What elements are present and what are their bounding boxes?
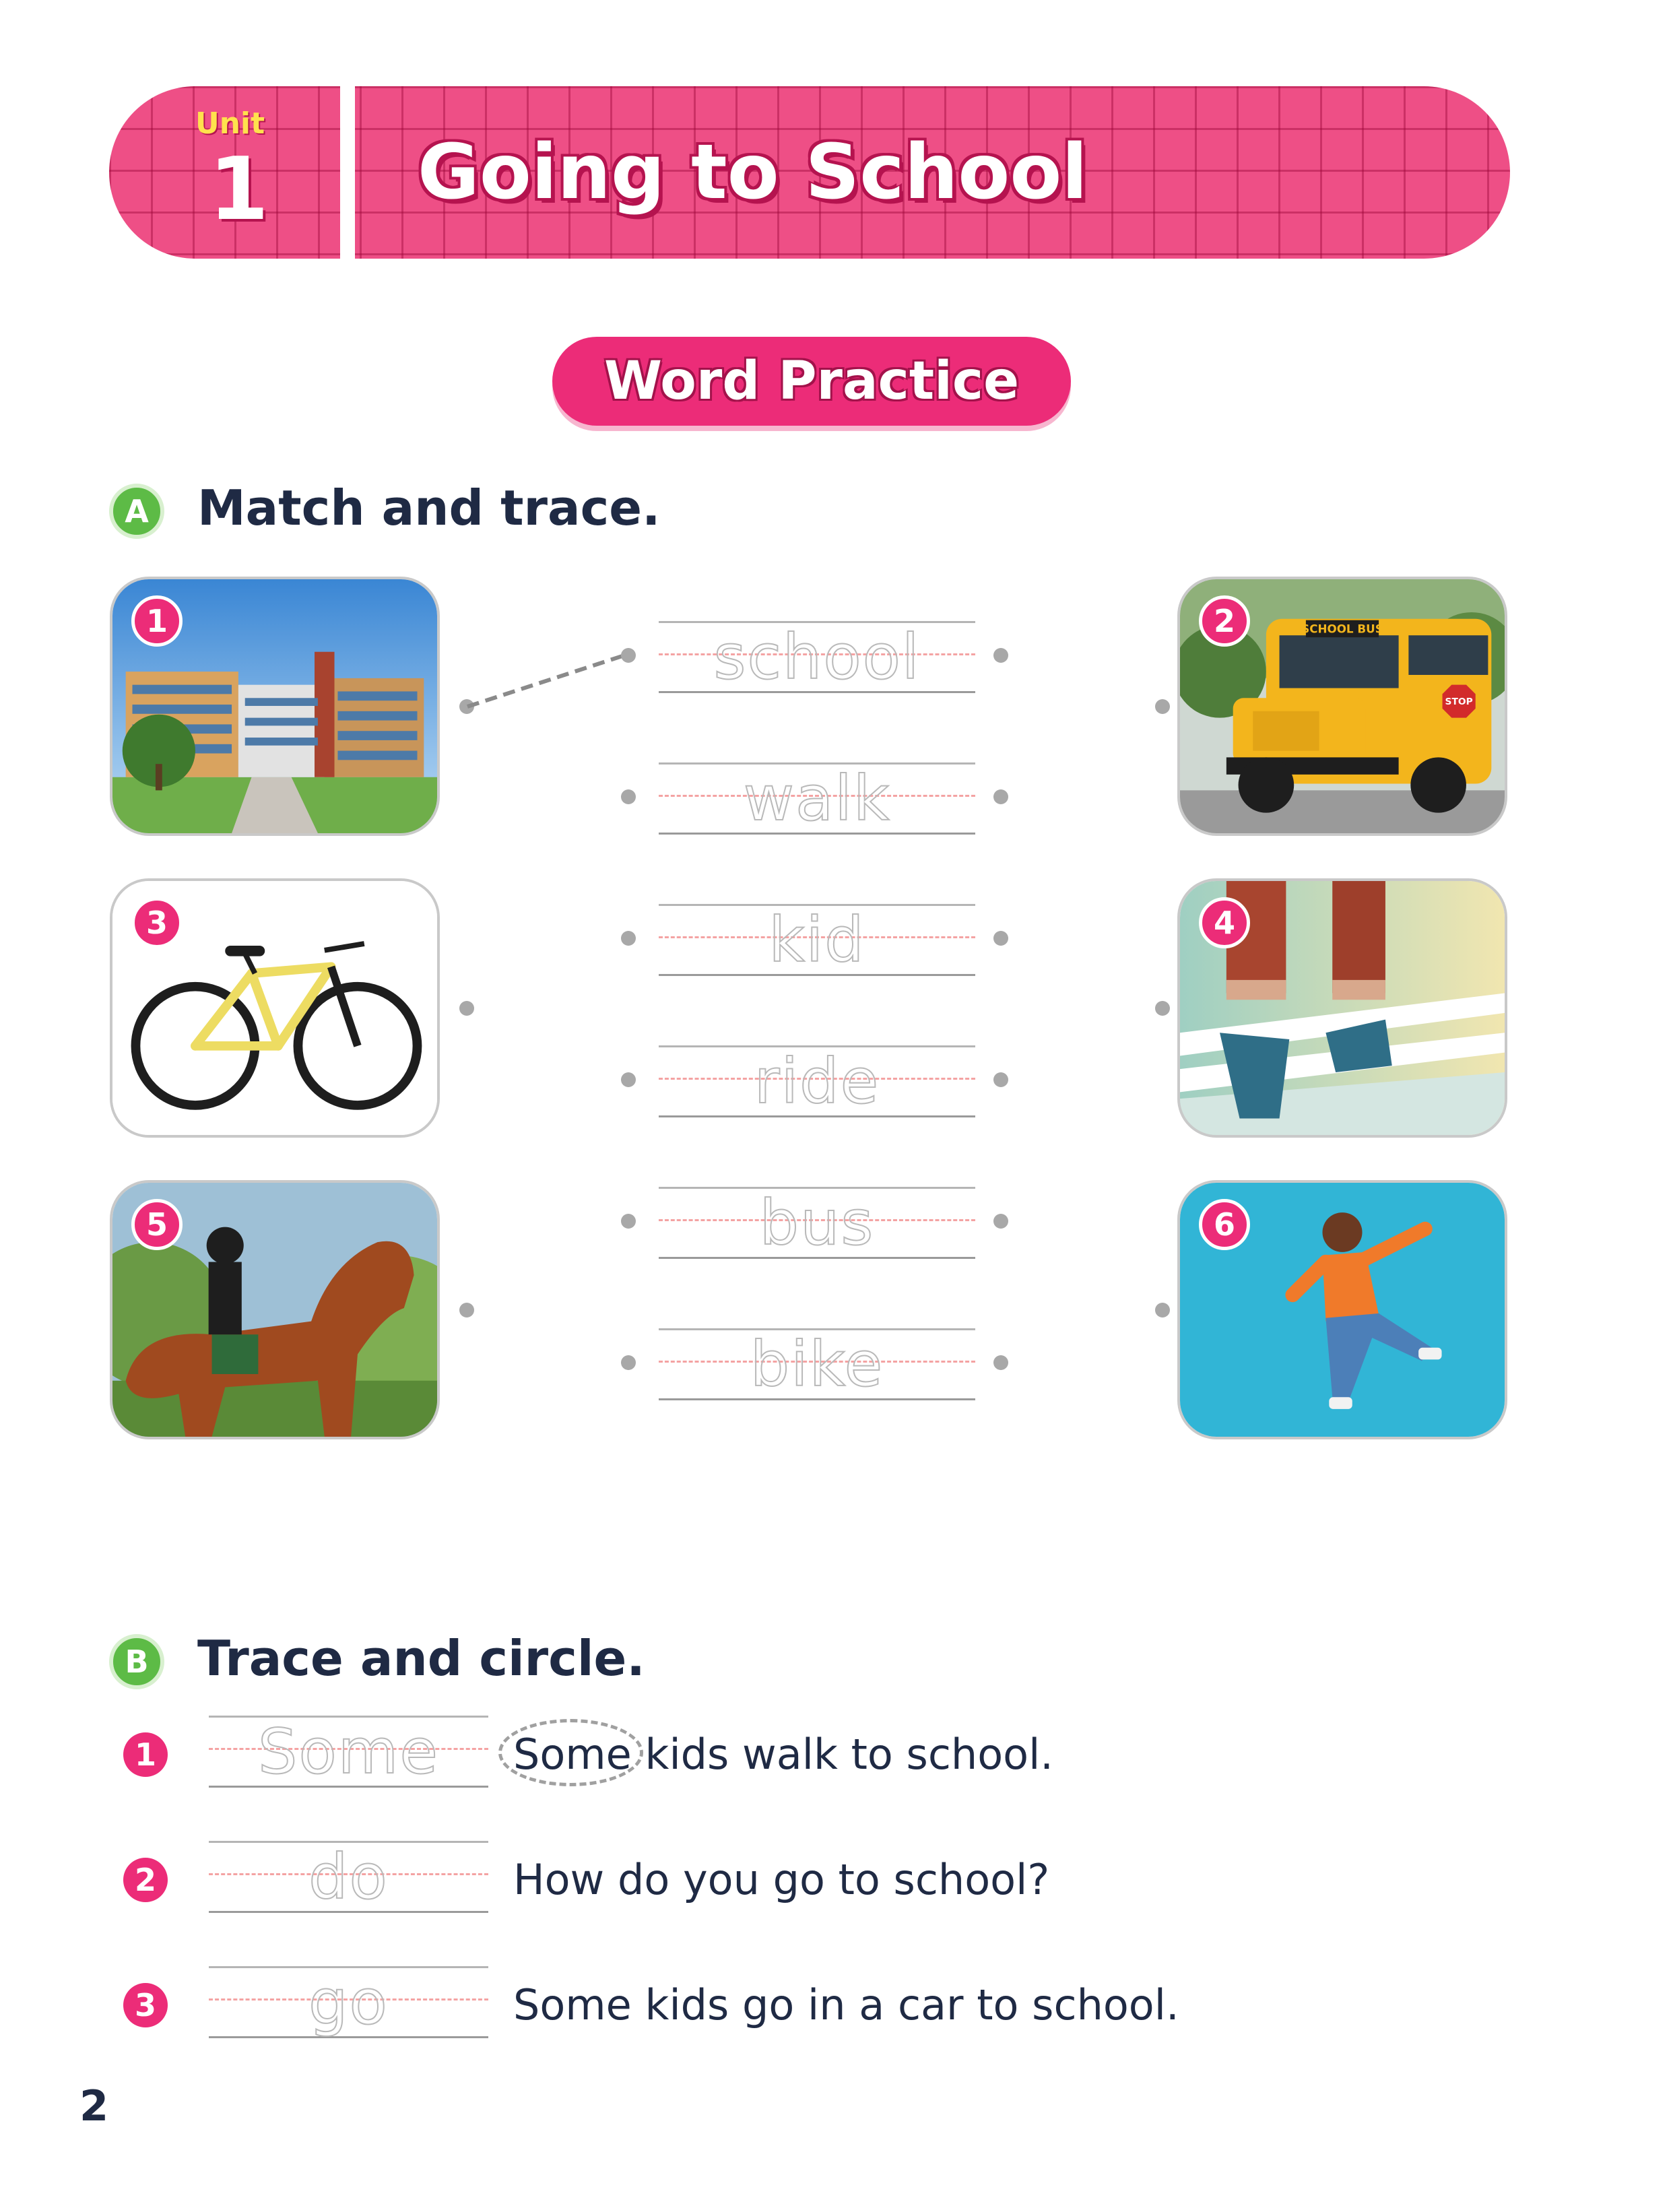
page-number: 2 — [79, 2081, 109, 2130]
unit-title: Going to School — [418, 129, 1088, 216]
image-number-6: 6 — [1199, 1199, 1250, 1250]
match-dot-word-right-4[interactable] — [993, 1072, 1008, 1087]
unit-number: 1 — [209, 139, 269, 240]
match-dot-word-right-6[interactable] — [993, 1355, 1008, 1370]
match-dot-word-left-6[interactable] — [621, 1355, 636, 1370]
match-dot-word-right-2[interactable] — [993, 789, 1008, 804]
item-number-3: 3 — [123, 1983, 168, 2027]
circled-word[interactable]: Some — [513, 1730, 632, 1779]
trace-word-do[interactable] — [209, 1841, 488, 1914]
image-number-1: 1 — [131, 595, 183, 647]
trace-word-text: bus — [759, 1187, 875, 1259]
section-title-pill — [552, 337, 1071, 426]
trace-word-walk[interactable] — [659, 762, 975, 835]
match-dot-word-right-5[interactable] — [993, 1214, 1008, 1229]
match-dot-image-2[interactable] — [1155, 699, 1170, 714]
match-dot-word-left-2[interactable] — [621, 789, 636, 804]
trace-word-school[interactable] — [659, 621, 975, 694]
image-number-3: 3 — [131, 897, 183, 948]
match-dot-image-5[interactable] — [459, 1303, 474, 1318]
sentence-3[interactable]: Some kids go in a car to school. — [513, 1980, 1179, 2029]
trace-word-bus[interactable] — [659, 1187, 975, 1260]
item-number-1: 1 — [123, 1732, 168, 1777]
match-dot-image-3[interactable] — [459, 1001, 474, 1016]
trace-word-text: bike — [750, 1328, 884, 1400]
match-dot-word-left-3[interactable] — [621, 931, 636, 946]
trace-word-ride[interactable] — [659, 1045, 975, 1118]
item-number-2: 2 — [123, 1858, 168, 1902]
section-a-instruction: Match and trace. — [197, 480, 661, 536]
match-dot-word-left-5[interactable] — [621, 1214, 636, 1229]
trace-word-some[interactable] — [209, 1716, 488, 1788]
section-title: Word Practice — [604, 351, 1019, 412]
match-dot-word-right-3[interactable] — [993, 931, 1008, 946]
match-dot-word-left-1[interactable] — [621, 648, 636, 663]
trace-word-bike[interactable] — [659, 1328, 975, 1401]
trace-word-text: school — [713, 621, 921, 693]
image-number-4: 4 — [1199, 897, 1250, 948]
trace-word-text: do — [308, 1841, 389, 1913]
trace-word-text: kid — [768, 904, 865, 976]
stop-sign-text: STOP — [1445, 696, 1473, 708]
trace-word-go[interactable] — [209, 1966, 488, 2039]
trace-word-kid[interactable] — [659, 904, 975, 977]
example-match-line — [465, 647, 633, 714]
trace-word-text: ride — [754, 1045, 880, 1117]
unit-label: Unit — [195, 106, 265, 141]
match-dot-word-right-1[interactable] — [993, 648, 1008, 663]
image-number-5: 5 — [131, 1199, 183, 1250]
trace-word-text: walk — [743, 762, 891, 835]
sentence-1-rest: kids walk to school. — [631, 1730, 1054, 1779]
match-dot-image-6[interactable] — [1155, 1303, 1170, 1318]
bus-sign-text: SCHOOL BUS — [1301, 622, 1383, 636]
trace-word-text: go — [308, 1966, 389, 2038]
section-a-badge: A — [109, 484, 164, 539]
section-b-instruction: Trace and circle. — [197, 1630, 645, 1687]
banner-divider — [340, 86, 355, 259]
trace-word-text: Some — [258, 1716, 439, 1788]
match-dot-word-left-4[interactable] — [621, 1072, 636, 1087]
image-number-2: 2 — [1199, 595, 1250, 647]
sentence-2[interactable]: How do you go to school? — [513, 1855, 1050, 1904]
section-b-badge: B — [109, 1634, 164, 1689]
match-dot-image-4[interactable] — [1155, 1001, 1170, 1016]
sentence-1[interactable] — [513, 1730, 1053, 1779]
